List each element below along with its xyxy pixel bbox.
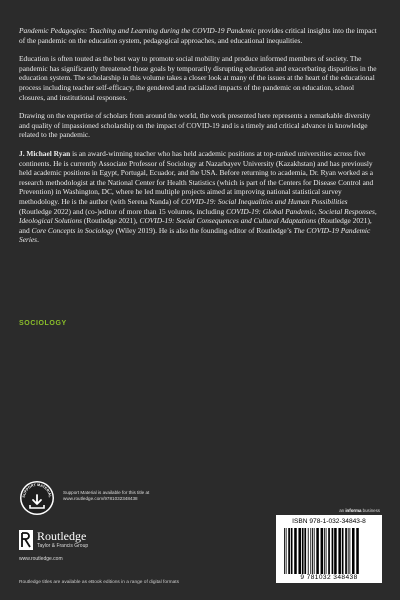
author-bio-text: (Routledge 2021), and (19, 216, 372, 235)
ebook-note: Routledge titles are available as eBook editions in a range of digital formats (19, 580, 179, 585)
isbn-label: ISBN 978-1-032-34843-8 (292, 518, 366, 525)
author-book-title: COVID-19: Social Inequalities and Human Possibilities (181, 196, 348, 206)
barcode-bar (288, 528, 290, 574)
cover-footer (0, 470, 400, 600)
publisher-group: Taylor & Francis Group (37, 543, 89, 549)
barcode-bar (349, 528, 350, 574)
barcode-bar (342, 528, 344, 574)
informa-prefix: an (339, 508, 346, 513)
barcode-bar (316, 528, 319, 574)
barcode-bar (302, 528, 304, 574)
barcode-icon (282, 528, 376, 574)
barcode-bar (298, 528, 301, 574)
author-bio-text: (Routledge 2021), (82, 216, 140, 226)
publisher-website: www.routledge.com (19, 556, 63, 562)
barcode-bar (321, 528, 324, 574)
support-url: www.routledge.com/9781032348438 (63, 496, 138, 501)
blurb-paragraph-3: Drawing on the expertise of scholars from around the world, the work presented here represents a remarkable diversity and quality of impassioned scholarship on the impact of COVID-19 and is a timely and critical advance in knowledge related to the pandemic. (19, 111, 371, 140)
barcode-bar (286, 528, 287, 574)
badge-text: SUPPORT MATERIAL (21, 482, 53, 498)
author-bio-text: (Routledge 2022) and (co-)editor of more than 15 volumes, including (19, 206, 227, 216)
informa-note (339, 508, 380, 513)
routledge-logo-icon (19, 530, 33, 550)
author-book-title: COVID-19: Social Consequences and Cultural Adaptations (139, 216, 317, 226)
barcode-bar (314, 528, 315, 574)
barcode-bar (348, 528, 349, 574)
publisher-wordmark (37, 530, 88, 550)
barcode-bar (291, 528, 293, 574)
series-title: The COVID-19 Pandemic Series (19, 225, 371, 245)
barcode-bar (304, 528, 306, 574)
barcode-bar (294, 528, 297, 574)
informa-suffix: business (361, 508, 380, 513)
support-material-note (63, 490, 193, 502)
barcode-bar (334, 528, 337, 574)
author-bio (19, 149, 381, 245)
barcode-bar (352, 528, 355, 574)
author-book-title: COVID-19: Global Pandemic, Societal Responses, Ideological Solutions (19, 206, 377, 226)
barcode-bar (328, 528, 330, 574)
blurb-paragraph-1 (19, 26, 381, 45)
publisher-name: Routledge (37, 529, 87, 543)
barcode-bar (310, 528, 311, 574)
support-material-badge-icon (19, 480, 55, 516)
author-name: J. Michael Ryan (19, 148, 71, 158)
blurb-paragraph-2: Education is often touted as the best way to promote social mobility and produce informed members of society. The pandemic has significantly threatened those goals by temporarily disrupting education and exacerbating disparities in the education system. The scholarship in this volume takes a closer look at many of the issues at the heart of the educational process including teacher self-efficacy, the gendered and racialized impacts of the pandemic on education, school closures, and institutional responses. (19, 54, 377, 102)
informa-brand: informa (345, 508, 362, 513)
barcode-bar (284, 528, 285, 574)
author-bio-text: is an award-winning teacher who has held academic positions at top-ranked universities across five continents. He is currently Associate Professor of Sociology at Nazarbayev University (Kazakhstan) and has previously held academic positions in Egypt, Portugal, Ecuador, and the USA. Before returning to academia, Dr. Ryan worked as a research methodologist at the National Center for Health Statistics (which is part of the Centers for Disease Control and Prevention) in Washington, DC, where he led multiple projects aimed at improving national statistical survey methodology. He is the author (with Serena Nanda) of (19, 148, 374, 206)
barcode-bar (356, 528, 359, 574)
author-book-title: Core Concepts in Sociology (31, 225, 114, 235)
barcode-bar (308, 528, 309, 574)
barcode-bar (326, 528, 327, 574)
author-bio-text: . (37, 235, 39, 245)
book-title: Pandemic Pedagogies: Teaching and Learning during the COVID-19 Pandemic (19, 26, 257, 35)
back-cover-text (19, 26, 381, 254)
barcode-bar (324, 528, 325, 574)
author-bio-text: (Wiley 2019). He is also the founding editor of Routledge’s (113, 225, 294, 235)
barcode-bar (332, 528, 334, 574)
barcode-digits: 9 781032 348438 (300, 574, 358, 581)
barcode-bar (345, 528, 347, 574)
support-note-line: Support Material is available for this title at (63, 490, 150, 495)
subject-category: SOCIOLOGY (19, 320, 67, 327)
barcode-bar (312, 528, 313, 574)
barcode-panel (276, 515, 382, 583)
barcode-bar (338, 528, 341, 574)
blurb-text-1: provides critical insights into the impact of the pandemic on the education system, pedagogical approaches, and educational inequalities. (19, 26, 377, 45)
